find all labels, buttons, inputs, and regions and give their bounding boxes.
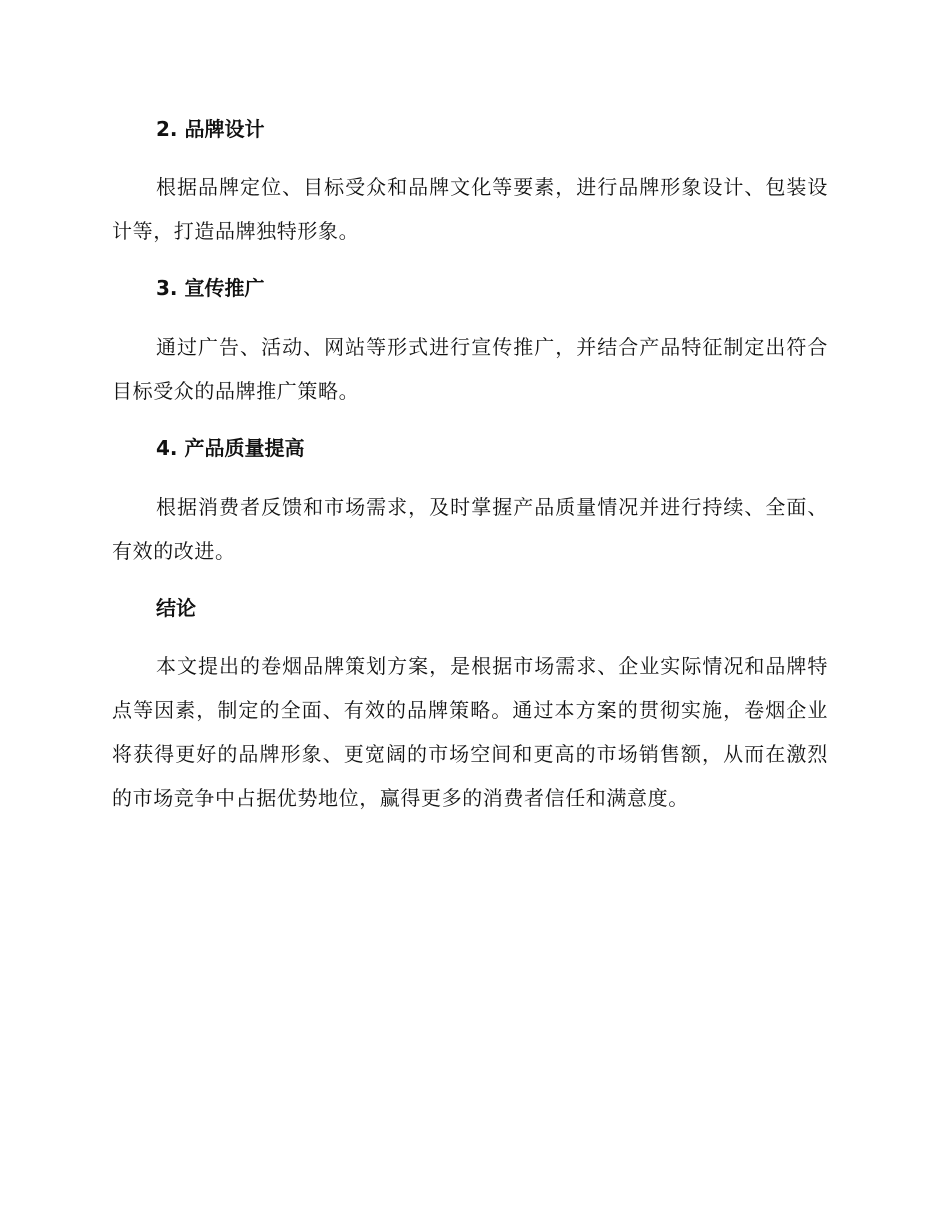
section-heading-brand-design: 2. 品牌设计 [156, 117, 265, 141]
section-heading-conclusion: 结论 [156, 596, 196, 620]
section-body-brand-design: 根据品牌定位、目标受众和品牌文化等要素，进行品牌形象设计、包装设计等，打造品牌独特形象。 [112, 175, 828, 243]
section-body-promotion: 通过广告、活动、网站等形式进行宣传推广，并结合产品特征制定出符合目标受众的品牌推广策略。 [112, 335, 828, 403]
section-body-conclusion: 本文提出的卷烟品牌策划方案，是根据市场需求、企业实际情况和品牌特点等因素，制定的全面、有效的品牌策略。通过本方案的贯彻实施，卷烟企业将获得更好的品牌形象、更宽阔的市场空间和更高的市场销售额，从而在激烈的市场竞争中占据优势地位，赢得更多的消费者信任和满意度。 [112, 654, 828, 810]
section-heading-quality: 4. 产品质量提高 [156, 436, 305, 460]
section-body-quality: 根据消费者反馈和市场需求，及时掌握产品质量情况并进行持续、全面、有效的改进。 [112, 495, 828, 563]
section-heading-promotion: 3. 宣传推广 [156, 276, 265, 300]
